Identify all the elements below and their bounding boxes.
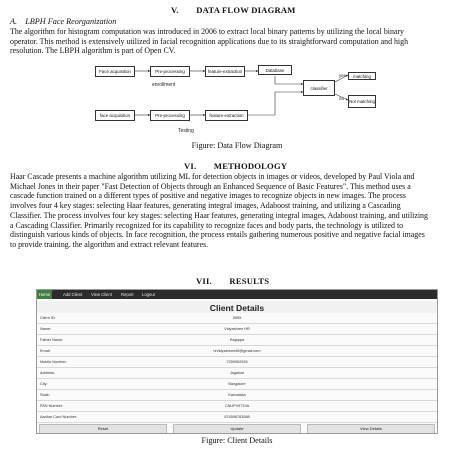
nav-view-client[interactable]: View Client xyxy=(91,291,112,297)
figure-caption-data-flow: Figure: Data Flow Diagram xyxy=(191,141,283,150)
classifier-box: classifier xyxy=(303,80,335,96)
row-label: City: xyxy=(40,382,48,386)
detail-row-city xyxy=(37,380,437,390)
testing-label: Testing xyxy=(178,128,194,134)
paragraph-line: distinguish various kinds of objects. In face recognition, the process entails gathering numerous positive and negative facial images xyxy=(10,230,425,240)
row-value[interactable]: Jagalore xyxy=(229,371,245,375)
detail-row-state xyxy=(37,391,437,401)
row-label: Father Name: xyxy=(40,338,64,342)
nav-logout[interactable]: Logout xyxy=(142,291,155,297)
section-6-title: VI. METHODOLOGY xyxy=(184,161,288,171)
data-flow-diagram xyxy=(90,62,390,142)
reset-button[interactable]: Reset xyxy=(39,424,167,434)
feature-extraction-box: feature-extraction xyxy=(205,66,245,77)
subsection-a-title: A. LBPH Face Reorganization xyxy=(10,17,117,26)
row-value[interactable]: CNUPV9719A xyxy=(224,404,250,408)
section-6-paragraph xyxy=(10,172,466,250)
update-button[interactable]: Update xyxy=(173,424,301,434)
paragraph-line: operator. This method is extensively utilized in facial recognition applications due to its straightforward computation and high xyxy=(10,36,409,46)
row-label: PAN Number: xyxy=(40,404,64,408)
row-label: State: xyxy=(40,393,50,397)
paragraph-line: a Cascading Classifier. Primarily recognized for its capability to recognize faces and body parts, the technology is utilized to xyxy=(10,220,404,230)
row-label: Address: xyxy=(40,371,55,375)
row-label: Name: xyxy=(40,327,52,331)
not-matching-box: Not matching xyxy=(348,95,376,108)
row-value[interactable]: 5555 xyxy=(232,316,242,320)
face-acquisition-box-testing: face acquisition xyxy=(95,110,135,121)
detail-row-address xyxy=(37,369,437,379)
paragraph-line: resolution. The LBPH algorithm is part of Open CV. xyxy=(10,46,176,56)
client-details-screenshot xyxy=(36,289,438,434)
nav-home[interactable]: Home xyxy=(39,292,51,297)
row-value[interactable]: Rajappa xyxy=(229,338,245,342)
section-5-paragraph xyxy=(10,27,466,56)
section-7-title: VII. RESULTS xyxy=(196,276,270,286)
nav-add-client[interactable]: Add Client xyxy=(63,291,83,297)
row-value[interactable]: 874598783588 xyxy=(224,415,250,419)
row-value[interactable]: Vidyashree HR xyxy=(224,327,250,331)
row-value[interactable]: Karnataka xyxy=(228,393,246,397)
paragraph-line: cascade function trained on a different types of positive and negative images to recognize objects in new images. The process xyxy=(10,191,406,201)
action-buttons xyxy=(37,424,437,433)
detail-row-email xyxy=(37,347,437,357)
no-label: no xyxy=(339,96,344,101)
detail-row-name xyxy=(37,325,437,335)
row-label: Client ID: xyxy=(40,316,56,320)
matching-box: matching xyxy=(348,72,376,80)
feature-extraction-box-testing: feature-extraction xyxy=(205,110,248,121)
section-5-title: V. DATA FLOW DIAGRAM xyxy=(171,5,296,15)
row-value[interactable]: Bangalore xyxy=(228,382,246,386)
face-acquisition-box: Face acquisition xyxy=(95,66,135,77)
yes-label: yes xyxy=(339,73,346,78)
row-label: Mobile Number: xyxy=(40,360,67,364)
enrollment-label: enrollment xyxy=(152,82,176,88)
view-details-button[interactable]: View Details xyxy=(307,424,435,434)
paragraph-line: to provide training. the algorithm and extract relevant features. xyxy=(10,239,209,249)
pre-processing-box-testing: Pre-processing xyxy=(150,110,190,121)
paragraph-line: The algorithm for histogram computation was introduced in 2006 to extract local binary patterns by utilizing the local binary xyxy=(10,27,404,36)
figure-caption-client-details: Figure: Client Details xyxy=(201,436,273,445)
nav-bar xyxy=(37,290,437,299)
nav-report[interactable]: Report xyxy=(121,291,134,297)
row-label: Aadhar Card Number: xyxy=(40,415,78,419)
client-details-title: Client Details xyxy=(209,303,265,313)
paragraph-line: Haar Cascade presents a machine algorithm utilizing ML for detection objects in images or videos, developed by Paul Viola and xyxy=(10,172,415,181)
paragraph-line: Michael Jones in their paper "Fast Detection of Objects through an Enhanced Sequence of Basic Features". This method uses a xyxy=(10,181,411,191)
detail-row-aadhar xyxy=(37,413,437,423)
row-label: Email: xyxy=(40,349,51,353)
detail-row-client-id xyxy=(37,314,437,324)
paragraph-line: Classifier. The process involves four key stages: selecting Haar features, generating integral images, Adaboost training, and utilizing xyxy=(10,210,428,220)
row-value[interactable]: 7259952926 xyxy=(226,360,248,364)
pre-processing-box: Pre-processing xyxy=(150,66,190,77)
paragraph-line: involves four 4 key stages: selecting Haar features, generating integral images, Adaboost training, and utilizing a Cascading xyxy=(10,201,401,211)
detail-row-father-name xyxy=(37,336,437,346)
row-value[interactable]: hrvidyashree46@gmail.com xyxy=(213,349,261,353)
database-box: Database xyxy=(258,65,292,75)
detail-row-pan xyxy=(37,402,437,412)
detail-row-mobile xyxy=(37,358,437,368)
